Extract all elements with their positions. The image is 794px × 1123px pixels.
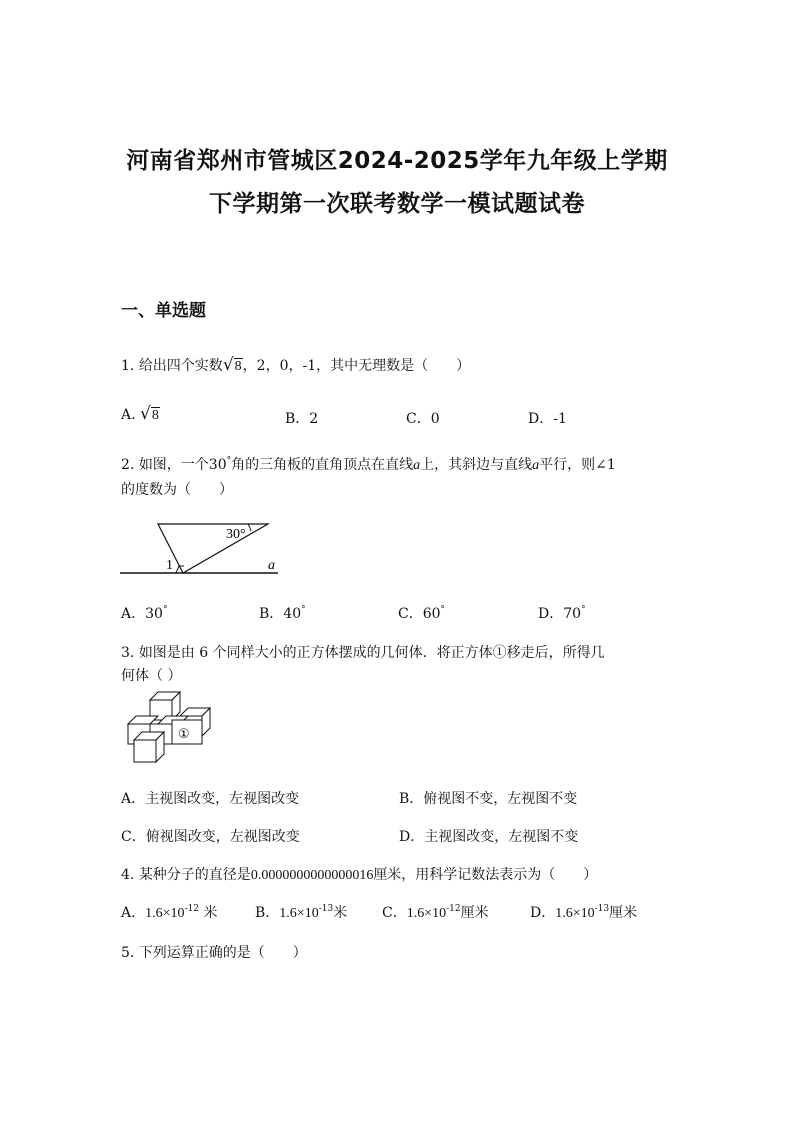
question-5 — [121, 942, 307, 962]
sci-exponent: -12 — [184, 904, 200, 914]
vertex-label: 1 — [166, 558, 173, 573]
sci-base: 1.6×10 — [555, 906, 595, 921]
degree-sign: ° — [226, 456, 232, 466]
option-a — [121, 902, 217, 922]
exam-title-line1: 河南省郑州市管城区2024-2025学年九年级上学期 — [126, 148, 668, 174]
degree-sign: ° — [301, 605, 306, 615]
sci-base: 1.6×10 — [279, 906, 319, 921]
option-label: C． — [398, 606, 423, 622]
section-heading: 一、单选题 — [121, 301, 206, 321]
sci-exponent: -13 — [594, 904, 610, 914]
sci-base: 1.6×10 — [145, 906, 185, 921]
triangle-ruler — [158, 524, 268, 573]
question-number: 3. — [121, 645, 135, 661]
option-c: C．0 — [406, 411, 440, 427]
variable-a: a — [532, 458, 540, 473]
variable-a: a — [413, 458, 421, 473]
option-c: C．俯视图改变，左视图改变 — [121, 829, 300, 845]
question-text: 如图，一个30 — [138, 457, 227, 473]
cube-figure — [120, 688, 212, 768]
option-a: A．主视图改变，左视图改变 — [121, 791, 300, 807]
question-text: 角的三角板的直角顶点在直线 — [231, 457, 414, 473]
question-3 — [121, 642, 605, 662]
option-value: 40 — [283, 606, 302, 622]
unit: 厘米 — [460, 905, 489, 921]
option-label: B． — [255, 905, 280, 921]
exam-title-line2: 下学期第一次联考数学一模试题试卷 — [209, 191, 585, 217]
unit: 米 — [203, 905, 218, 921]
molecule-diameter: 0.0000000000000016 — [250, 868, 374, 883]
option-label: A． — [121, 905, 146, 921]
sci-exponent: -13 — [318, 904, 334, 914]
sqrt-symbol: √ — [222, 355, 234, 375]
question-4 — [121, 864, 597, 884]
sci-base: 1.6×10 — [406, 906, 447, 921]
question-text: 给出四个实数 — [138, 358, 223, 374]
option-b: B．俯视图不变，左视图不变 — [399, 791, 578, 807]
option-label: A. — [121, 407, 136, 423]
question-number: 5. — [121, 945, 135, 961]
question-text: 如图是由 6 个同样大小的正方体摆成的几何体．将正方体①移走后，所得几 — [138, 645, 605, 661]
option-label: A． — [121, 606, 146, 622]
option-label: C． — [382, 905, 407, 921]
degree-sign: ° — [162, 605, 168, 615]
option-value: 70 — [563, 606, 582, 622]
option-a — [121, 603, 167, 623]
sqrt-symbol: √ — [140, 404, 151, 424]
question-1 — [121, 355, 470, 375]
question-number: 4. — [121, 867, 135, 883]
triangle-figure — [118, 518, 288, 580]
question-number: 2. — [121, 457, 135, 473]
cube-face — [134, 740, 156, 762]
option-b — [259, 603, 306, 623]
option-b — [255, 902, 347, 922]
option-value: 30 — [145, 606, 163, 622]
option-label: D． — [530, 905, 556, 921]
option-label: D． — [538, 606, 564, 622]
option-d — [538, 603, 586, 623]
question-text: 上，其斜边与直线 — [420, 457, 533, 473]
option-label: B． — [259, 606, 284, 622]
option-b: B．2 — [285, 411, 319, 427]
unit: 厘米 — [609, 905, 638, 921]
option-d — [530, 902, 637, 922]
option-value: 60 — [422, 606, 441, 622]
option-d: D．主视图改变，左视图不变 — [399, 829, 579, 845]
angle-label: 30° — [226, 527, 246, 542]
degree-sign: ° — [581, 605, 586, 615]
cube-face — [128, 716, 158, 724]
option-c — [382, 902, 489, 922]
degree-sign: ° — [440, 605, 446, 615]
unit: 米 — [333, 905, 348, 921]
line-label: a — [268, 558, 275, 573]
option-a — [121, 404, 160, 424]
question-text: 厘米，用科学记数法表示为（ ） — [373, 867, 598, 883]
angle-arc — [248, 524, 251, 531]
option-c — [398, 603, 445, 623]
question-text: 平行，则∠1 — [539, 457, 616, 473]
question-3-line2: 何体（ ） — [121, 668, 182, 684]
question-text: 某种分子的直径是 — [138, 867, 251, 883]
question-text: ，2，0，-1，其中无理数是（ ） — [242, 358, 471, 374]
cube-marker: ① — [178, 727, 190, 742]
sci-exponent: -12 — [446, 904, 461, 914]
question-2 — [121, 454, 616, 474]
question-number: 1. — [121, 358, 135, 374]
question-text: 下列运算正确的是（ ） — [138, 945, 307, 961]
option-d: D．-1 — [528, 411, 567, 427]
question-2-line2: 的度数为（ ） — [121, 482, 233, 498]
radicand: 8 — [234, 359, 242, 374]
radicand: 8 — [151, 408, 159, 423]
